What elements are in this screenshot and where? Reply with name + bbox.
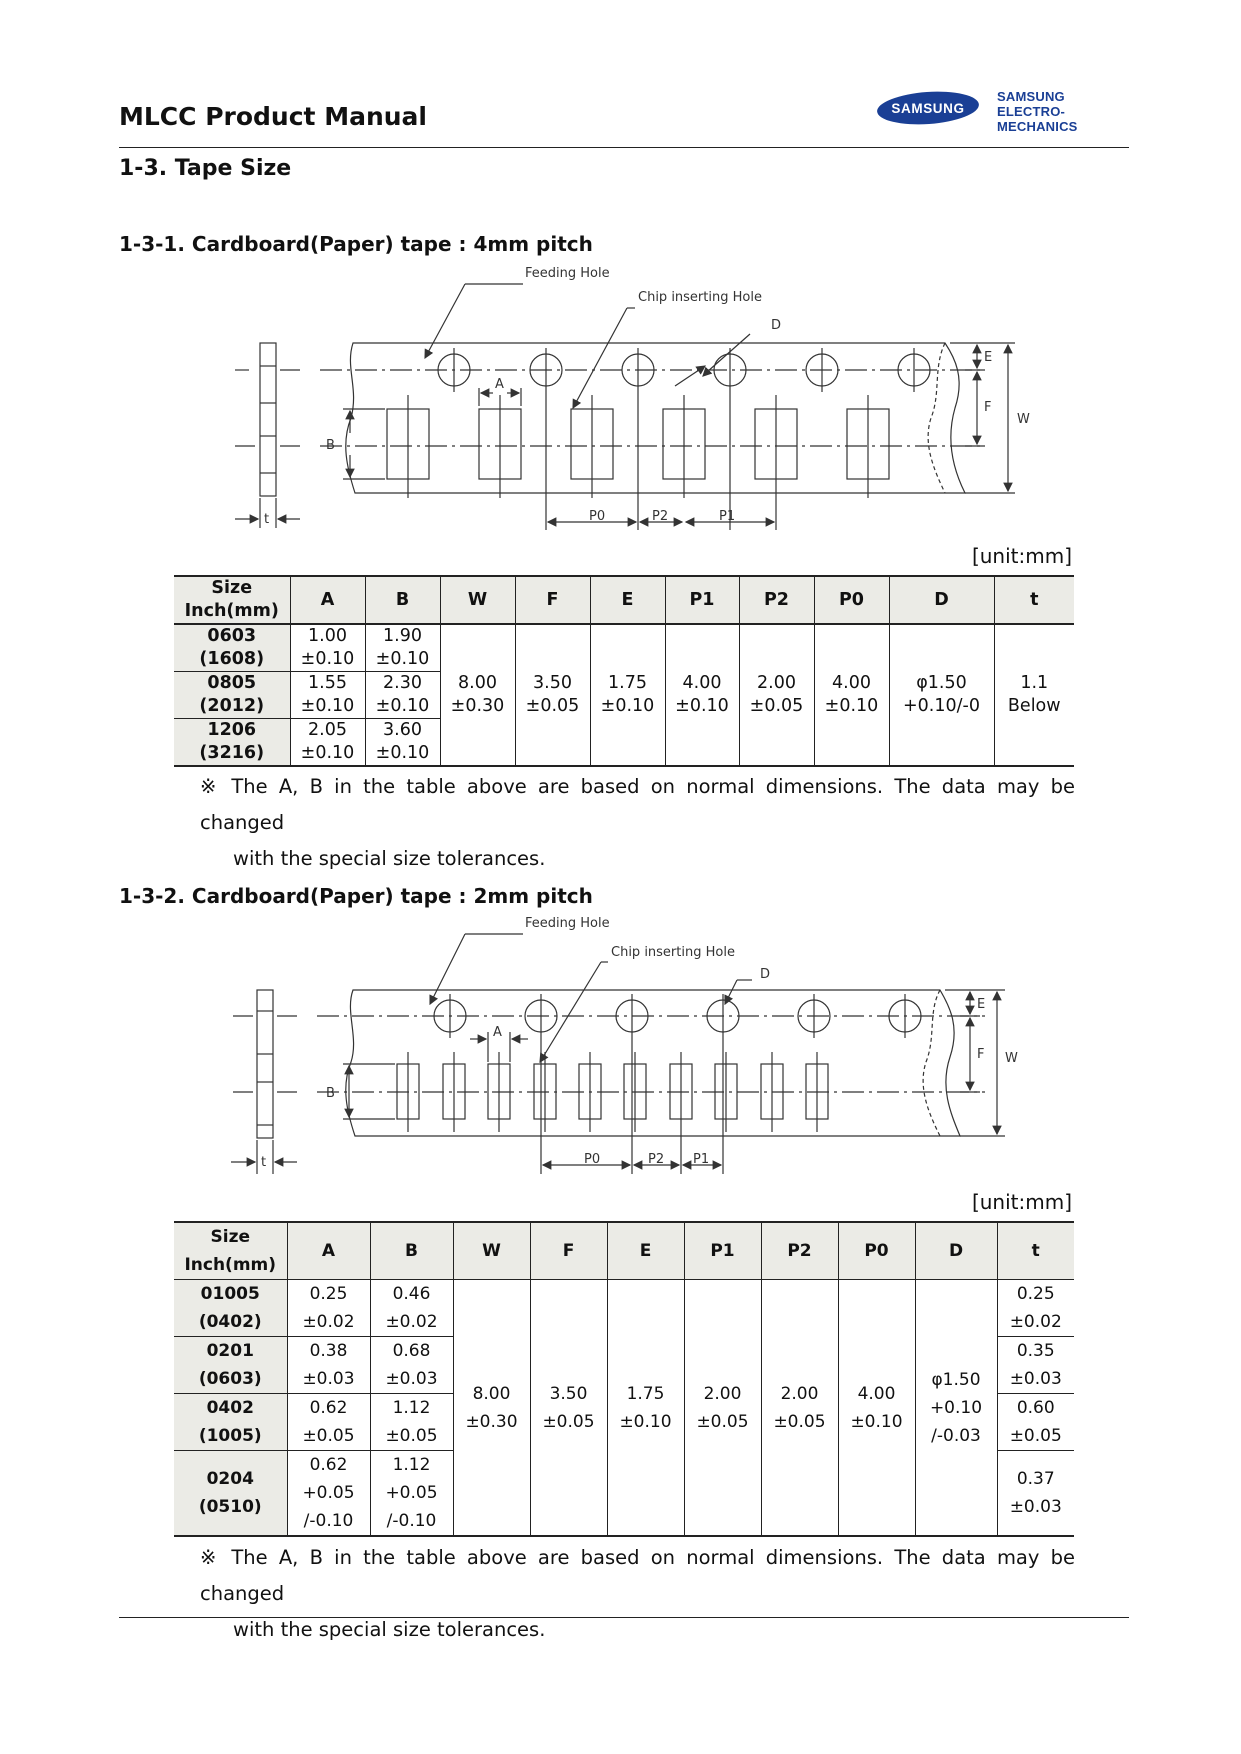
header-t: t — [1030, 589, 1039, 610]
cell-f: 3.50 ±0.05 — [515, 624, 590, 766]
cell-p2: 2.00 ±0.05 — [739, 624, 814, 766]
dim-label-b: B — [326, 438, 335, 453]
subsection-title-2mm: 1-3-2. Cardboard(Paper) tape : 2mm pitch — [119, 884, 593, 908]
tape-diagram-2mm — [225, 912, 1045, 1184]
spec-table-4mm — [174, 575, 1074, 767]
cell-size: 0204 (0510) — [174, 1451, 287, 1537]
cell-b: 0.46 ±0.02 — [370, 1280, 453, 1337]
dim-label-a: A — [493, 1025, 502, 1040]
logo-line-1: SAMSUNG — [997, 89, 1065, 104]
dim-label-p2: P2 — [648, 1152, 665, 1167]
cell-f: 3.50 ±0.05 — [530, 1280, 607, 1537]
cell-d: φ1.50 +0.10 /-0.03 — [915, 1280, 997, 1537]
cell-b: 1.12 ±0.05 — [370, 1394, 453, 1451]
cell-p0: 4.00 ±0.10 — [814, 624, 889, 766]
cell-d: φ1.50 +0.10/-0 — [889, 624, 994, 766]
cell-size: 0603 (1608) — [174, 624, 290, 672]
cell-size: 0402 (1005) — [174, 1394, 287, 1451]
unit-note-2mm: [unit:mm] — [971, 1190, 1072, 1214]
cell-b: 1.90 ±0.10 — [365, 624, 440, 672]
header-divider — [119, 147, 1129, 148]
header-e: E — [607, 1222, 684, 1280]
header-p0: P0 — [814, 576, 889, 624]
cell-a: 0.62 +0.05 /-0.10 — [287, 1451, 370, 1537]
header-a: A — [290, 576, 365, 624]
cell-size: 1206 (3216) — [174, 719, 290, 767]
note-mark: ※ — [200, 1546, 222, 1569]
cell-size: 01005 (0402) — [174, 1280, 287, 1337]
cell-t: 0.60 ±0.05 — [997, 1394, 1074, 1451]
dim-label-e: E — [984, 350, 993, 365]
dim-label-t: t — [264, 512, 270, 527]
dim-label-f: F — [977, 1047, 985, 1062]
dim-label-p0: P0 — [584, 1152, 601, 1167]
cell-p0: 4.00 ±0.10 — [838, 1280, 915, 1537]
table-header-row — [174, 576, 1074, 624]
cell-e: 1.75 ±0.10 — [590, 624, 665, 766]
dim-label-d: D — [771, 318, 782, 333]
cell-a: 1.55 ±0.10 — [290, 672, 365, 719]
spec-table-2mm — [174, 1221, 1074, 1537]
logo-oval-text: SAMSUNG — [891, 101, 965, 116]
cell-a: 0.25 ±0.02 — [287, 1280, 370, 1337]
feeding-hole-label: Feeding Hole — [525, 266, 610, 281]
chip-inserting-hole-label: Chip inserting Hole — [611, 945, 735, 960]
dim-label-p2: P2 — [652, 509, 669, 524]
header-size: Size Inch(mm) — [174, 576, 290, 624]
section-title: 1-3. Tape Size — [119, 156, 292, 181]
subsection-title-4mm: 1-3-1. Cardboard(Paper) tape : 4mm pitch — [119, 232, 593, 256]
dim-label-f: F — [984, 400, 992, 415]
dim-label-p1: P1 — [719, 509, 736, 524]
cell-w: 8.00 ±0.30 — [440, 624, 515, 766]
dim-label-a: A — [495, 377, 504, 392]
header-w: W — [440, 576, 515, 624]
note-mark: ※ — [200, 775, 222, 798]
dim-label-w: W — [1005, 1051, 1018, 1066]
dim-label-e: E — [977, 997, 986, 1012]
cell-b: 1.12 +0.05 /-0.10 — [370, 1451, 453, 1537]
cell-b: 2.30 ±0.10 — [365, 672, 440, 719]
cell-size: 0201 (0603) — [174, 1337, 287, 1394]
header-f: F — [530, 1222, 607, 1280]
header-a: A — [287, 1222, 370, 1280]
dim-label-p0: P0 — [589, 509, 606, 524]
header-e: E — [590, 576, 665, 624]
cell-w: 8.00 ±0.30 — [453, 1280, 530, 1537]
cell-a: 1.00 ±0.10 — [290, 624, 365, 672]
document-title: MLCC Product Manual — [119, 102, 427, 131]
table-header-row — [174, 1222, 1074, 1280]
logo-line-2: ELECTRO-MECHANICS — [997, 104, 1078, 134]
cell-p2: 2.00 ±0.05 — [761, 1280, 838, 1537]
cell-a: 0.62 ±0.05 — [287, 1394, 370, 1451]
logo-wordmark — [997, 89, 1136, 134]
note-text-continued: with the special size tolerances. — [233, 847, 546, 870]
header-p1: P1 — [665, 576, 739, 624]
tape-diagram-4mm — [225, 258, 1045, 540]
cell-t: 1.1 Below — [1007, 673, 1061, 716]
cell-t: 0.37 ±0.03 — [997, 1451, 1074, 1537]
header-p2: P2 — [739, 576, 814, 624]
header-b: B — [365, 576, 440, 624]
cell-b: 3.60 ±0.10 — [365, 719, 440, 767]
cell-size: 0805 (2012) — [174, 672, 290, 719]
dim-label-w: W — [1017, 412, 1030, 427]
feeding-hole-label: Feeding Hole — [525, 916, 610, 931]
table-row — [174, 1280, 1074, 1337]
note-text: The A, B in the table above are based on normal dimensions. The data may be changed — [200, 1546, 1076, 1605]
header-p2: P2 — [761, 1222, 838, 1280]
cell-a: 2.05 ±0.10 — [290, 719, 365, 767]
unit-note-4mm: [unit:mm] — [971, 544, 1072, 568]
cell-e: 1.75 ±0.10 — [607, 1280, 684, 1537]
cell-t: 0.35 ±0.03 — [997, 1337, 1074, 1394]
samsung-oval-logo — [876, 90, 980, 126]
footer-divider — [119, 1617, 1129, 1618]
header-w: W — [453, 1222, 530, 1280]
dim-label-p1: P1 — [693, 1152, 710, 1167]
dim-label-d: D — [760, 967, 771, 982]
note-text-continued: with the special size tolerances. — [233, 1618, 546, 1641]
header-size: Size Inch(mm) — [174, 1222, 287, 1280]
cell-b: 0.68 ±0.03 — [370, 1337, 453, 1394]
samsung-electro-mechanics-logo — [876, 84, 1136, 134]
cell-t: 0.25 ±0.02 — [1009, 1284, 1062, 1332]
header-p1: P1 — [684, 1222, 761, 1280]
header-d: D — [915, 1222, 997, 1280]
header-d: D — [889, 576, 994, 624]
header-p0: P0 — [838, 1222, 915, 1280]
chip-inserting-hole-label: Chip inserting Hole — [638, 290, 762, 305]
header-f: F — [515, 576, 590, 624]
cell-p1: 4.00 ±0.10 — [665, 624, 739, 766]
header-t: t — [1031, 1240, 1040, 1261]
table-note-4mm — [200, 769, 1075, 877]
note-text: The A, B in the table above are based on normal dimensions. The data may be changed — [200, 775, 1076, 834]
dim-label-t: t — [261, 1155, 267, 1170]
cell-a: 0.38 ±0.03 — [287, 1337, 370, 1394]
cell-p1: 2.00 ±0.05 — [684, 1280, 761, 1537]
header-b: B — [370, 1222, 453, 1280]
table-row — [174, 624, 1074, 672]
dim-label-b: B — [326, 1086, 335, 1101]
table-note-2mm — [200, 1540, 1075, 1648]
